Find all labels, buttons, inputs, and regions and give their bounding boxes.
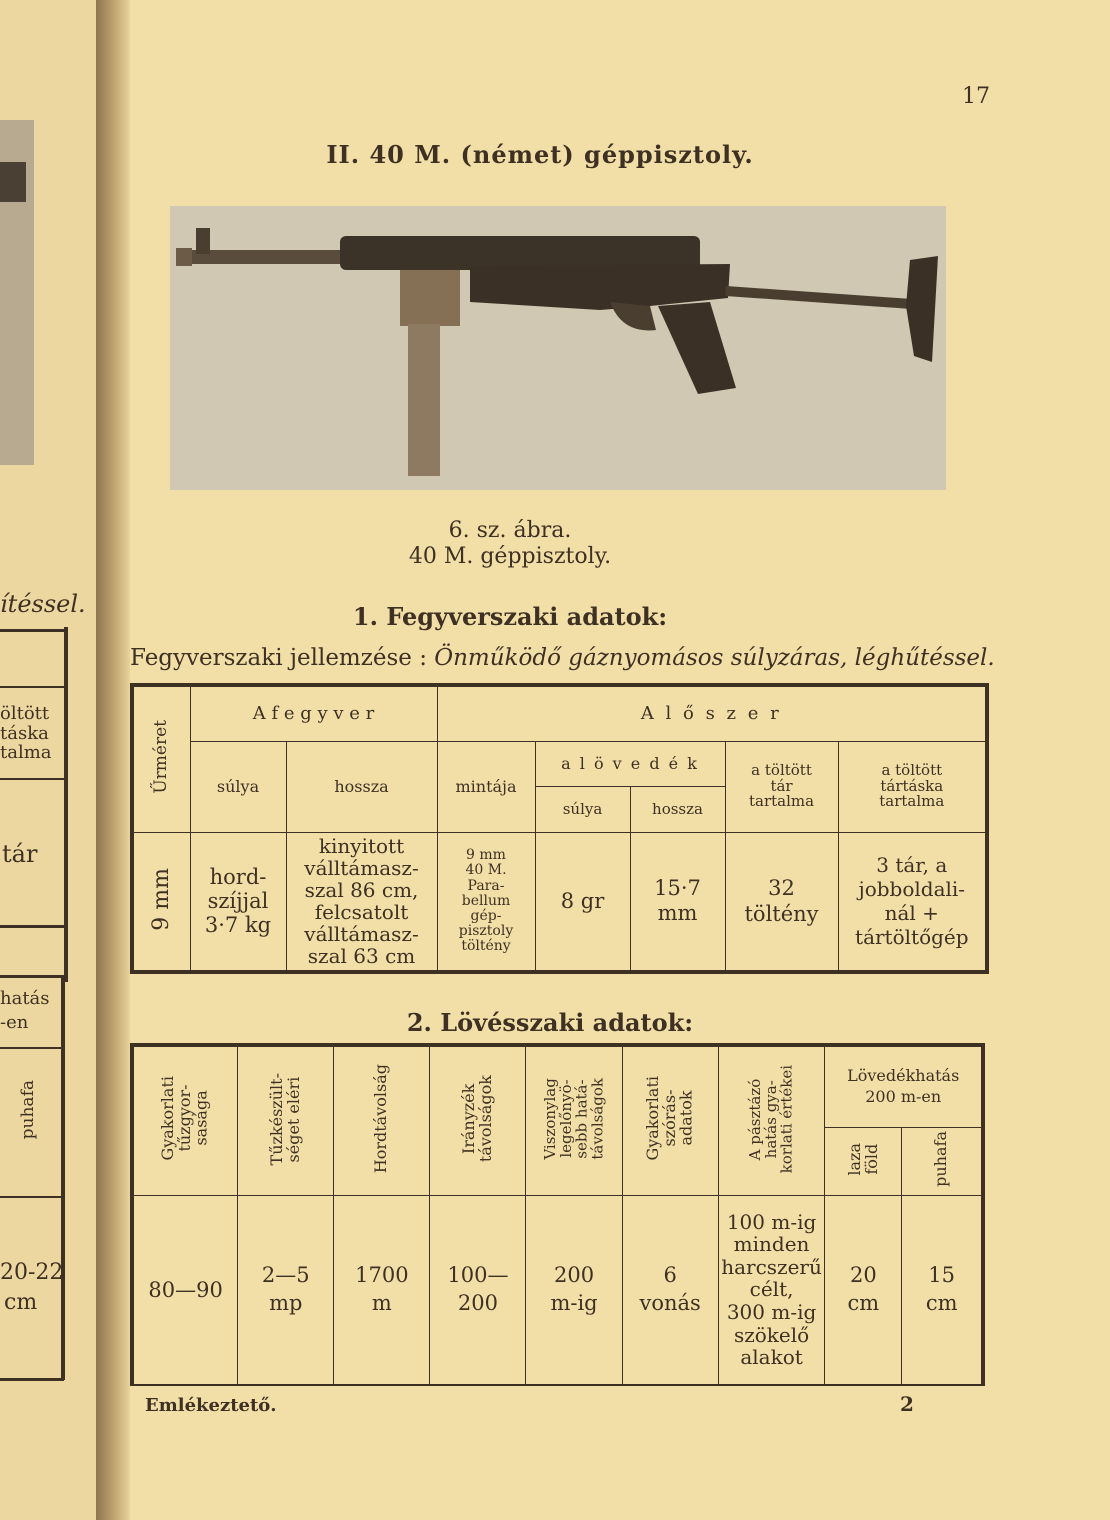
weapon-header: A f e g y v e r: [190, 685, 437, 741]
section1-value: Önműködő gáznyomásos súlyzáras, léghűtéssel.: [434, 645, 995, 671]
caliber-header: Űrméret: [150, 720, 171, 795]
magazine-value: 32 töltény: [725, 832, 838, 972]
bullet-length-value: 15·7 mm: [630, 832, 725, 972]
value-softwood: 15 cm: [902, 1195, 983, 1385]
prev-page-rule: [0, 686, 66, 688]
value-effective-ranges: 200 m-ig: [526, 1195, 622, 1385]
prev-page-text-wood: puhafa: [18, 1080, 39, 1140]
header-loose-soil: laza föld: [825, 1127, 902, 1195]
prev-page-rule: [0, 925, 66, 928]
model-header: mintája: [437, 741, 535, 832]
prev-page-rule: [0, 778, 66, 780]
section1-heading: 1. Fegyverszaki adatok:: [352, 602, 668, 631]
footer-right: 2: [900, 1392, 914, 1416]
bullet-header: a l ö v e d é k: [535, 741, 725, 786]
bullet-weight-header: súlya: [535, 786, 630, 832]
ammo-header: A l ő s z e r: [437, 685, 987, 741]
prev-page-rule: [0, 1196, 64, 1198]
figure-caption: 40 M. géppisztoly.: [408, 544, 612, 569]
section2-heading: 2. Lövésszaki adatok:: [406, 1008, 694, 1037]
submachine-gun-photo: [170, 206, 946, 490]
prev-page-rule: [0, 975, 64, 978]
bullet-weight-value: 8 gr: [535, 832, 630, 972]
caliber-cell: [132, 832, 190, 972]
value-loose-soil: 20 cm: [825, 1195, 902, 1385]
caliber-header-cell: [132, 685, 190, 832]
prev-page-italic-tail: ítéssel.: [0, 590, 86, 618]
header-bullet-effect: Lövedékhatás 200 m-en: [825, 1045, 983, 1127]
header-range: Hordtávolság: [334, 1045, 430, 1195]
prev-page-text-loaded: öltött: [0, 703, 50, 724]
value-sweeping-effect: 100 m-ig minden harcszerű célt, 300 m-ig szökelő alakot: [718, 1195, 825, 1385]
prev-page-photo-part: [0, 162, 26, 202]
prev-page-rule: [0, 1047, 64, 1049]
magazine-header: a töltött tár tartalma: [725, 741, 838, 832]
section1-line: [130, 645, 1000, 671]
magazine: [408, 324, 440, 476]
footer-left: Emlékeztető.: [145, 1395, 277, 1416]
prev-page-text-magazine: tár: [2, 840, 38, 868]
header-effective-ranges: Viszonylag legelőnyö- sebb hatá- távolságok: [526, 1045, 622, 1195]
header-rate-of-fire: Gyakorlati tűzgyor- sasága: [132, 1045, 238, 1195]
header-sweeping-effect: A pásztázó hatás gya- korlati értékei: [718, 1045, 825, 1195]
value-sight-ranges: 100— 200: [430, 1195, 526, 1385]
ballistic-data-table: [130, 1043, 985, 1386]
weapon-data-table: [130, 683, 989, 974]
pouch-value: 3 tár, a jobboldali- nál + tártöltőgép: [838, 832, 987, 972]
prev-page-text-unit: cm: [4, 1290, 38, 1315]
prev-page-rule: [0, 1378, 64, 1381]
page-gutter-shadow: [96, 0, 130, 1520]
model-value: 9 mm 40 M. Para- bellum gép- pisztoly töltény: [437, 832, 535, 972]
header-ready-time: Tűzkészült- séget eléri: [238, 1045, 334, 1195]
prev-page-text-value: 20-22: [0, 1260, 64, 1285]
weapon-length-header: hossza: [286, 741, 437, 832]
caliber-value: 9 mm: [149, 867, 175, 931]
prev-page-text-pouch: táska: [0, 723, 49, 744]
value-range: 1700 m: [334, 1195, 430, 1385]
header-dispersion: Gyakorlati szórás- adatok: [622, 1045, 718, 1195]
weapon-weight-header: súlya: [190, 741, 286, 832]
prev-page-text-effect: hatás: [0, 988, 50, 1009]
value-ready-time: 2—5 mp: [238, 1195, 334, 1385]
header-sight-ranges: Irányzék távolságok: [430, 1045, 526, 1195]
weapon-weight-value: hord- szíjjal 3·7 kg: [190, 832, 286, 972]
header-softwood: puhafa: [902, 1127, 983, 1195]
value-dispersion: 6 vonás: [622, 1195, 718, 1385]
figure-number: 6. sz. ábra.: [448, 518, 572, 543]
value-rate-of-fire: 80—90: [132, 1195, 238, 1385]
section1-label: Fegyverszaki jellemzése :: [130, 645, 427, 671]
bullet-length-header: hossza: [630, 786, 725, 832]
front-sight: [196, 228, 210, 254]
pouch-header: a töltött tártáska tartalma: [838, 741, 987, 832]
weapon-length-value: kinyitott válltámasz- szal 86 cm, felcsatolt válltámasz- szal 63 cm: [286, 832, 437, 972]
prev-page-rule: [0, 629, 66, 632]
page-number: 17: [962, 84, 990, 109]
magazine-housing: [400, 270, 460, 326]
prev-page-text-distance: -en: [0, 1012, 29, 1033]
prev-page-text-content: talma: [0, 742, 52, 763]
prev-page-table2-right-border: [61, 975, 65, 1380]
section-title: II. 40 M. (német) géppisztoly.: [326, 140, 754, 169]
prev-page-table-right-border: [64, 627, 68, 982]
muzzle: [176, 248, 192, 266]
